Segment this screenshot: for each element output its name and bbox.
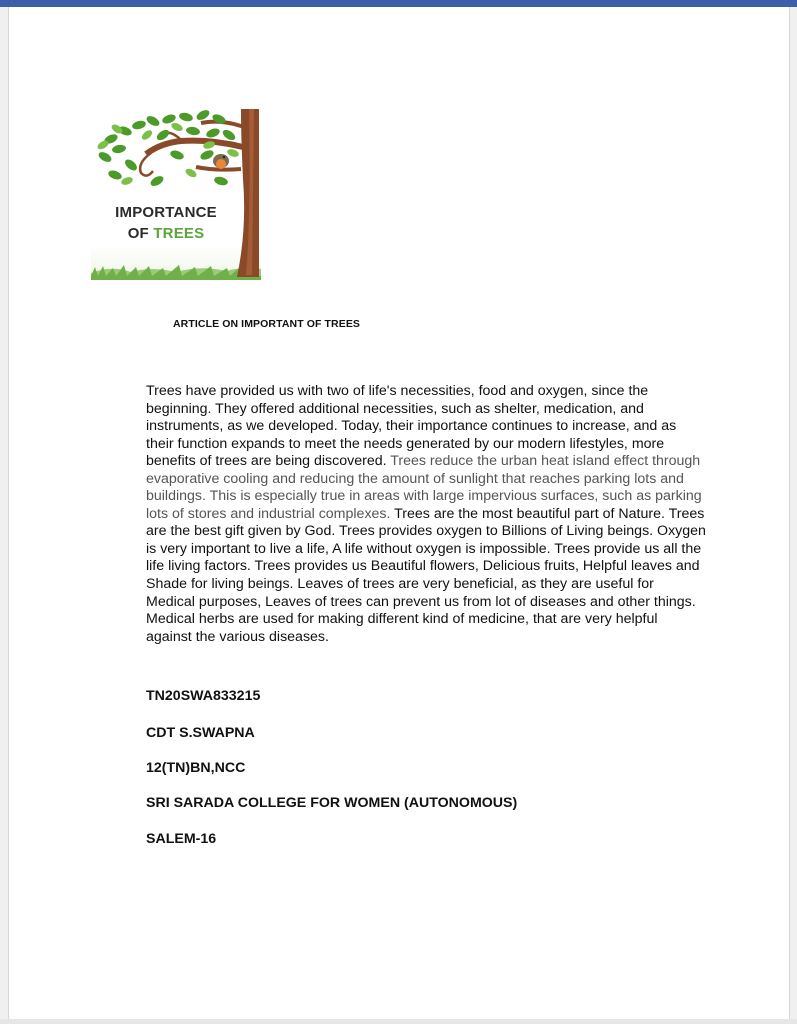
paragraph-part-3: Trees are the most beautiful part of Nature. Trees are the best gift given by God. Trees provides oxygen to Billions of Living beings. Oxygen is very important to live a life, A life without oxygen is impossible. Trees provide us all the life living factors. Trees provides us Beautiful flowers, Delicious fruits, Helpful leaves and Shade for living beings. Leaves of trees are very beneficial, as they are useful for Medical purposes, Leaves of trees can prevent us from lot of diseases and other things. Medical herbs are used for making different kind of medicine, that are very helpful against the various diseases. — [146, 505, 706, 645]
signature-college: SRI SARADA COLLEGE FOR WOMEN (AUTONOMOUS) — [146, 795, 518, 811]
viewer-bottom-edge — [0, 1019, 797, 1024]
signature-name: CDT S.SWAPNA — [146, 725, 255, 741]
paragraph-part-2: Trees reduce the urban heat island effect through evaporative cooling and reducing the amount of sunlight that reaches parking lots and buildings. This is especially true in areas with large impervious surfaces, such as parking lots of stores and industrial complexes. — [146, 453, 702, 522]
article-heading: ARTICLE ON IMPORTANT OF TREES — [173, 318, 361, 330]
signature-city: SALEM-16 — [146, 831, 217, 847]
article-paragraph — [146, 383, 706, 646]
paragraph-part-1: Trees have provided us with two of life's necessities, food and oxygen, since the beginning. They offered additional necessities, such as shelter, medication, and instruments, as we developed. Today, their importance continues to increase, and as their function expands to meet the needs generated by our modern lifestyles, more benefits of trees are being discovered. — [146, 383, 677, 470]
logo-title-trees: TREES — [153, 225, 205, 242]
logo-title-line2 — [91, 225, 241, 243]
viewer-top-bar — [0, 0, 797, 7]
signature-id-number: TN20SWA833215 — [146, 688, 261, 704]
logo-title-line1: IMPORTANCE — [115, 204, 217, 221]
tree-illustration — [91, 109, 261, 280]
document-page — [8, 7, 790, 1019]
logo-title-of: OF — [127, 225, 154, 242]
signature-unit: 12(TN)BN,NCC — [146, 760, 246, 776]
importance-of-trees-logo — [91, 109, 261, 280]
